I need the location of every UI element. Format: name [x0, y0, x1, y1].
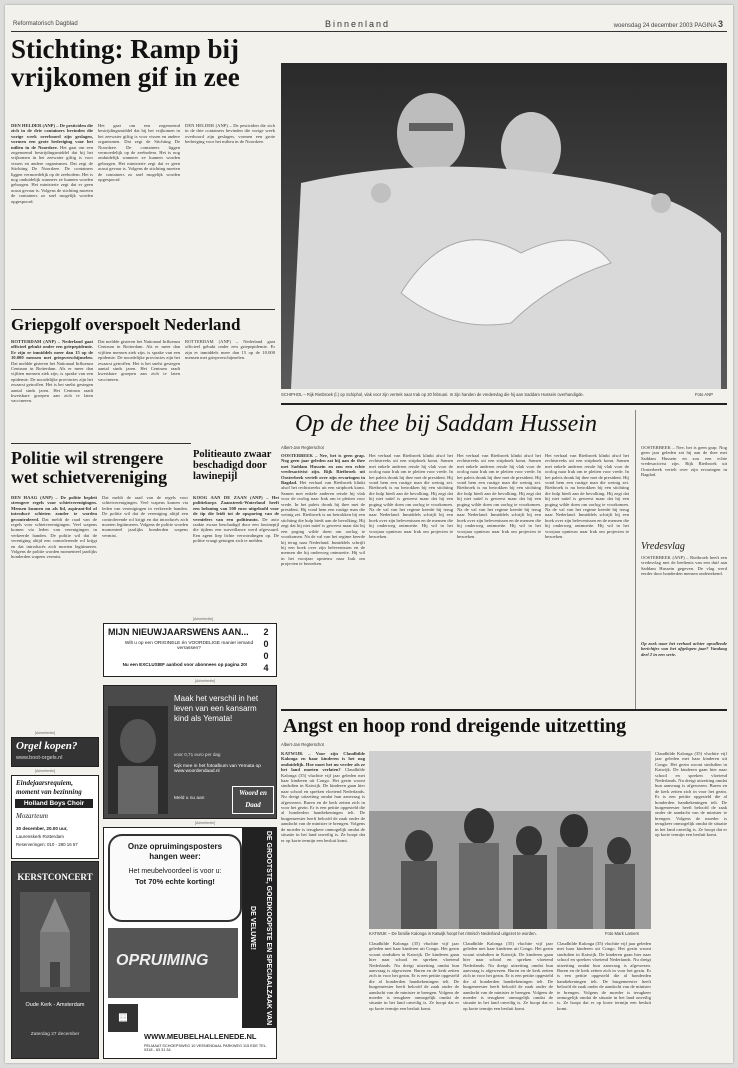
headline-angst: Angst en hoop rond dreigende uitzetting: [283, 715, 627, 737]
ad-choir-where: Laurenskerk Rotterdam: [16, 834, 65, 839]
article-angst-col2: Claudhilde Kalonga (35) vluchtte vijf jaar geleden met haar kinderen uit Congo. Het gezin woont sindsdien in Katwijk. De kinderen gaan hier naar school en spreken vloeiend Nederlands. Nu dreigt uitzetting omdat hun aanvraag is afgewezen. Buren en de kerk zetten zich in voor het gezin. Er is een petitie opgesteld die al honderden handtekeningen telt. De burgemeester heeft beloofd de zaak onder de aandacht van de minister te brengen. Volgens de moeder is terugkeer onmogelijk omdat de situatie in het land onveilig is. Ze hoopt dat er op korte termijn een besluit komt.: [369, 941, 459, 1011]
ad-holland-boys-choir[interactable]: [11, 775, 99, 859]
headline-politie: Politie wil strengere wet schietvereniging: [11, 448, 168, 487]
article-politie-col2: Dat meldt de raad van de regels voor schietverenigingen. Veel wapens komen via leden van verenigingen in verkeerde handen. De politie wil dat de vereniging altijd een controlerende rol krijgt en dat introducés zich moeten legitimeren. Volgens de politie worden momenteel jaarlijks honderden wapens vermist.: [102, 495, 188, 538]
angst-photo-caption: KATWIJK – De familie Kalonga in Katwijk hoopt het ritmisch Nederland uitgezet te worden.: [369, 931, 537, 936]
angst-photo: [369, 751, 651, 929]
ad-kerst-foot: Zaterdag 27 december: [30, 1032, 80, 1037]
ad-opruim-addr: PELMAAT SCHOEPSWEG 10 VEENENDAAL PARKWEG 115 EDE TEL. 0318 - 63 31 34: [144, 1044, 267, 1052]
ad-choir-tickets: Reserveringen: 010 - 280 16 57: [16, 842, 78, 847]
newspaper-page: [5, 5, 733, 1063]
year-digit: 0: [263, 639, 269, 649]
paper-name: Reformatorisch Dagblad: [13, 21, 78, 27]
opruim-side-band: [242, 828, 276, 1028]
child-photo-icon: [108, 706, 168, 814]
ad-woord-en-daad[interactable]: [103, 685, 277, 819]
ad-opruim-title: Onze opruimingsposters hangen weer:: [127, 842, 223, 861]
lead-saddam: OOSTERBEEK – Nee, het is geen grap. Nog geen jaar geleden zat hij aan de thee met Saddam Hussein en zou een echte vredesactivist zijn. Rijk Rietbroek uit Oosterbeek vertelt over zijn ervaringen in Bagdad.: [281, 453, 365, 486]
divider-sidebar: [635, 410, 636, 710]
page-number: 3: [717, 19, 723, 29]
article-stichting-col2: Het gaat om een zogenoemd bestrijdingsmiddel dat bij het vrijkomen in het zeewater giftig is voor vissen en andere organismen. Dat zegt de Stichting De Noordzee. De containers liggen vermoedelijk op de zeebodem. Het is nog onduidelijk wanneer ze kunnen worden geborgen. Het ministerie zegt dat er geen acuut gevaar is. Volgens de stichting moeten de containers zo snel mogelijk worden opgespoord.: [98, 123, 180, 183]
sidebar-footer-vredesvlag: Op zoek naar het verhaal achter opvallende berichtjes van het afgelopen jaar? Vandaag deel 2 in een serie.: [641, 641, 727, 657]
ad-choir-date: 30 december, 20.00 uur,: [16, 826, 68, 831]
saddam-photo-credit: Foto ANP: [695, 392, 713, 397]
photo-graphic: [281, 63, 727, 389]
article-saddam-col3: Het verhaal van Rietbroek klinkt alsof het rechtstreeks uit een stripboek komt. Samen met enkele anderen reisde hij vlak voor de oorlog naar Irak om te pleiten voor vrede. In het paleis dronk hij thee met de president. Hij vond hem een rustige man die weinig zei. Rietbroek is nu betrokken bij een stichting die hulp biedt aan de bevolking. Hij zegt dat hij niet naïef is geweest maar dat hij een poging wilde doen om oorlog te voorkomen. Na de val van het regime keerde hij terug naar Nederland. Inmiddels schrijft hij een boek over zijn belevenissen en de mensen die hij onderweg ontmoette. Hij wil in het voorjaar opnieuw naar Irak om projecten te bezoeken.: [457, 453, 541, 540]
article-angst-col4: Claudhilde Kalonga (35) vluchtte vijf jaar geleden met haar kinderen uit Congo. Het gezin woont sindsdien in Katwijk. De kinderen gaan hier naar school en spreken vloeiend Nederlands. Nu dreigt uitzetting omdat hun aanvraag is afgewezen. Buren en de kerk zetten zich in voor het gezin. Er is een petitie opgesteld die al honderden handtekeningen telt. De burgemeester heeft beloofd de zaak onder de aandacht van de minister te brengen. Volgens de moeder is terugkeer onmogelijk omdat de situatie in het land onveilig is. Ze hoopt dat er op korte termijn een besluit komt.: [557, 941, 651, 1011]
ad-kerstconcert[interactable]: [11, 861, 99, 1059]
body-politie: Dat meldt de raad van de regels voor schietverenigingen. Veel wapens komen via leden van verenigingen in verkeerde handen. De politie wil dat de vereniging altijd een controlerende rol krijgt en dat introducés zich moeten legitimeren. Volgens de politie worden momenteel jaarlijks honderden wapens vermist.: [11, 516, 97, 560]
ad-nieuwjaar-cta: Nu een EXCLUSIEF aanbod voor abonnees op pagina 20!: [122, 662, 248, 667]
lead-politie: DEN HAAG (ANP) – De politie bepleit strengere regels voor schietverenigingen. Mensen kunnen nu als lid, aspirant-lid of introducé schieten zonder te worden gecontroleerd.: [11, 495, 97, 522]
article-saddam-col2: Het verhaal van Rietbroek klinkt alsof het rechtstreeks uit een stripboek komt. Samen met enkele anderen reisde hij vlak voor de oorlog naar Irak om te pleiten voor vrede. In het paleis dronk hij thee met de president. Hij vond hem een rustige man die weinig zei. Rietbroek is nu betrokken bij een stichting die hulp biedt aan de bevolking. Hij zegt dat hij niet naïef is geweest maar dat hij een poging wilde doen om oorlog te voorkomen. Na de val van het regime keerde hij terug naar Nederland. Inmiddels schrijft hij een boek over zijn belevenissen en de mensen die hij onderweg ontmoette. Hij wil in het voorjaar opnieuw naar Irak om projecten te bezoeken.: [369, 453, 453, 540]
byline-angst: Albert-Jan Regterschot: [281, 742, 324, 747]
body-griep: Dat meldde gisteren het Nationaal Influenza Centrum in Rotterdam. Als er meer dan vijftien mensen ziek zijn, is sprake van een epidemie. De noordelijke provincies zijn het zwaarst getroffen. Het is het snelst gestegen aantal sinds jaren. Het Centrum raadt kwetsbare groepen aan zich te laten vaccineren.: [11, 360, 93, 404]
ad-kerst-sub: Oude Kerk - Amsterdam: [25, 1002, 85, 1008]
lead-angst: KATWIJK – Voor zijn Claudhilde Kalonga en haar kinderen is het nog onduidelijk. Hoe moet het nu verder als ze het land moeten verlaten?: [281, 751, 365, 773]
ad-label-5: [Advertentie]: [195, 821, 216, 825]
ad-woord-text: Maak het verschil in het leven van een kansarm kind als Yemata!: [174, 694, 259, 723]
ad-opruiming[interactable]: [103, 827, 277, 1059]
year-digit: 4: [263, 663, 269, 673]
lead-stichting: DEN HELDER (ANP) – De pesticiden die zich in de drie containers bevinden die vorige week overboord zijn geslagen, vormen een grote bedreiging voor het milieu in de Noordzee.: [11, 123, 93, 150]
saddam-photo-caption: SCHIPHOL – Rijk Rietbroek (l.) op Schiphol, vlak voor zijn vertrek naar Irak op 20 februari. In zijn handen de vredesvlag die hij aan Saddam Hussein overhandigde.: [281, 392, 584, 397]
body-stichting: Het gaat om een zogenoemd bestrijdingsmiddel dat bij het vrijkomen in het zeewater giftig is voor vissen en andere organismen. Dat zegt de Stichting De Noordzee. De containers liggen vermoedelijk op de zeebodem. Het is nog onduidelijk wanneer ze kunnen worden geborgen. Het ministerie zegt dat er geen acuut gevaar is. Volgens de stichting moeten de containers zo snel mogelijk worden opgespoord.: [11, 144, 93, 204]
opruim-bubble: [108, 834, 242, 922]
ad-choir-line2: moment van bezinning: [16, 788, 82, 796]
sidebar-body-vredesvlag: OOSTERBEEK (ANP) – Rietbroek heeft een vredesvlag met de beeltenis van een duif aan Saddam Hussein gegeven. De vlag werd eerder door honderden mensen ondertekend.: [641, 555, 727, 577]
ad-woord-sub: voor 0,71 euro per dag: [174, 752, 221, 757]
masthead-rule: [11, 31, 727, 32]
ad-opruim-sub: Het meubelvoordeel is voor u:: [128, 868, 222, 875]
ad-label-3: [Advertentie]: [35, 769, 56, 773]
ad-kerst-title: KERSTCONCERT: [17, 872, 93, 882]
ad-label-1: [Advertentie]: [193, 617, 214, 621]
church-illustration-icon: [20, 892, 90, 992]
angst-photo-credit: Foto Mark Lamers: [605, 931, 639, 936]
headline-stichting: Stichting: Ramp bij vrijkomen gif in zee: [11, 34, 240, 92]
rule-angst: [281, 709, 727, 711]
lead-griep: ROTTERDAM (ANP) – Nederland gaat officieel gebukt onder een griepepidemie. Er zijn er inmiddels meer dan 15 op de 10.000 mensen met griepverschijnselen.: [11, 339, 93, 361]
article-angst-col3: Claudhilde Kalonga (35) vluchtte vijf jaar geleden met haar kinderen uit Congo. Het gezin woont sindsdien in Katwijk. De kinderen gaan hier naar school en spreken vloeiend Nederlands. Nu dreigt uitzetting omdat hun aanvraag is afgewezen. Buren en de kerk zetten zich in voor het gezin. Er is een petitie opgesteld die al honderden handtekeningen telt. De burgemeester heeft beloofd de zaak onder de aandacht van de minister te brengen. Volgens de moeder is terugkeer onmogelijk omdat de situatie in het land onveilig is. Ze hoopt dat er op korte termijn een besluit komt.: [463, 941, 553, 1011]
ad-label-2: [Advertentie]: [35, 731, 56, 735]
year-digit: 0: [263, 651, 269, 661]
ad-woord-bottom: Meld u nu aan: [174, 796, 205, 801]
woord-en-daad-logo: Woord en Daad: [232, 786, 274, 814]
article-griep-col2: Dat meldde gisteren het Nationaal Influenza Centrum in Rotterdam. Als er meer dan vijftien mensen ziek zijn, is sprake van een epidemie. De noordelijke provincies zijn het zwaarst getroffen. Het is het snelst gestegen aantal sinds jaren. Het Centrum raadt kwetsbare groepen aan zich te laten vaccineren.: [98, 339, 180, 382]
saddam-photo: [281, 63, 727, 389]
ad-nieuwjaar-years: [260, 626, 272, 674]
article-angst-col5: Claudhilde Kalonga (35) vluchtte vijf jaar geleden met haar kinderen uit Congo. Het gezin woont sindsdien in Katwijk. De kinderen gaan hier naar school en spreken vloeiend Nederlands. Nu dreigt uitzetting omdat hun aanvraag is afgewezen. Buren en de kerk zetten zich in voor het gezin. Er is een petitie opgesteld die al honderden handtekeningen telt. De burgemeester heeft beloofd de zaak onder de aandacht van de minister te brengen. Volgens de moeder is terugkeer onmogelijk omdat de situatie in het land onveilig is. Ze hoopt dat er op korte termijn een besluit komt.: [655, 751, 727, 838]
ad-woord-cta: Kijk mee in het fotoalbum van Yemata op www.woordendaad.nl: [174, 764, 261, 774]
page-label: PAGINA: [694, 23, 717, 29]
rule-politie: [11, 443, 191, 444]
article-saddam-col1: [281, 453, 365, 653]
article-griep-col3: ROTTERDAM (ANP) – Nederland gaat officieel gebukt onder een griepepidemie. Er zijn er inmiddels meer dan 15 op de 10.000 mensen met griepverschijnselen.: [185, 339, 275, 361]
ad-opruim-pct: Tot 70% echte korting!: [135, 877, 215, 886]
article-griep-col1: [11, 339, 93, 435]
article-stichting-col3: DEN HELDER (ANP) – De pesticiden die zich in de drie containers bevinden die vorige week overboord zijn geslagen, vormen een grote bedreiging voor het milieu in de Noordzee.: [185, 123, 275, 145]
body-politieauto: De auto raakte zwaar beschadigd door een lawinepijl die tijdens een surveillance werd afgevuurd. Een agent liep lichte verwondingen op. De politie vraagt getuigen zich te melden.: [193, 516, 279, 544]
ad-nieuwjaar-title: MIJN NIEUWJAARSWENS AAN...: [108, 627, 249, 637]
headline-politieauto: Politieauto zwaar beschadigd door lawinepijl: [193, 449, 272, 482]
article-politie-col1: [11, 495, 97, 729]
article-saddam-col4: Het verhaal van Rietbroek klinkt alsof het rechtstreeks uit een stripboek komt. Samen met enkele anderen reisde hij vlak voor de oorlog naar Irak om te pleiten voor vrede. In het paleis dronk hij thee met de president. Hij vond hem een rustige man die weinig zei. Rietbroek is nu betrokken bij een stichting die hulp biedt aan de bevolking. Hij zegt dat hij niet naïef is geweest maar dat hij een poging wilde doen om oorlog te voorkomen. Na de val van het regime keerde hij terug naar Nederland. Inmiddels schrijft hij een boek over zijn belevenissen en de mensen die hij onderweg ontmoette. Hij wil in het voorjaar opnieuw naar Irak om projecten te bezoeken.: [545, 453, 629, 540]
headline-saddam: Op de thee bij Saddam Hussein: [295, 411, 597, 437]
sidebar-title-vredesvlag: Vredesvlag: [641, 541, 685, 552]
ad-orgel-title: Orgel kopen?: [16, 740, 78, 752]
ad-opruim-side: DE GROOTSTE, GOEDKOOPSTE EN SPECIAALZAAK VAN DE VELUWE!: [249, 830, 272, 1026]
date-text: woensdag 24 december 2003: [613, 23, 693, 29]
ad-choir-venue: Mozarteum: [16, 812, 48, 820]
article-stichting-col1: [11, 123, 93, 305]
opruim-logo-icon: ▦: [108, 1004, 138, 1032]
ad-choir-line1: Eindejaarsrequiem,: [16, 779, 73, 787]
page-date: [614, 19, 723, 29]
opruim-banner: [108, 928, 238, 998]
ad-nieuwjaarswens[interactable]: [103, 623, 277, 677]
lead-politieauto: KOOG AAN DE ZAAN (ANP) – Het politiekorps Zaanstreek-Waterland heeft een beloning van 500 euro uitgeloofd voor de tip die leidt tot de opsporing van de vernielers van een politieauto.: [193, 495, 279, 522]
year-digit: 2: [263, 627, 269, 637]
ad-label-4: [Advertentie]: [195, 679, 216, 683]
ad-opruim-banner: OPRUIMING: [116, 952, 209, 969]
article-angst-col1: [281, 751, 365, 1059]
section-title: Binnenland: [325, 19, 391, 29]
ad-opruim-web[interactable]: WWW.MEUBELHALLENEDE.NL: [144, 1032, 257, 1041]
body-saddam: Het verhaal van Rietbroek klinkt alsof het rechtstreeks uit een stripboek komt. Samen met enkele anderen reisde hij vlak voor de oorlog naar Irak om te pleiten voor vrede. In het paleis dronk hij thee met de president. Hij vond hem een rustige man die weinig zei. Rietbroek is nu betrokken bij een stichting die hulp biedt aan de bevolking. Hij zegt dat hij niet naïef is geweest maar dat hij een poging wilde doen om oorlog te voorkomen. Na de val van het regime keerde hij terug naar Nederland. Inmiddels schrijft hij een boek over zijn belevenissen en de mensen die hij onderweg ontmoette. Hij wil in het voorjaar opnieuw naar Irak om projecten te bezoeken.: [281, 480, 365, 567]
headline-griepgolf: Griepgolf overspoelt Nederland: [11, 315, 241, 334]
article-politieauto: [193, 495, 279, 615]
rule-griep: [11, 309, 275, 310]
family-photo-graphic: [369, 751, 651, 929]
byline-saddam: Albert-Jan Regterschot: [281, 445, 324, 450]
ad-orgel-url: www.boot-orgels.nl: [16, 755, 63, 761]
article-saddam-col5: OOSTERBEEK – Nee, het is geen grap. Nog geen jaar geleden zat hij aan de thee met Saddam Hussein en zou een echte vredesactivist zijn. Rijk Rietbroek uit Oosterbeek vertelt over zijn ervaringen in Bagdad.: [641, 445, 727, 478]
rule-saddam: [281, 403, 727, 405]
ad-nieuwjaar-sub: Wilt u op een ORIGINELE én VOORDELIGE manier iemand verrassen?: [124, 641, 254, 651]
ad-choir-name: Holland Boys Choir: [15, 799, 93, 808]
body-angst: Claudhilde Kalonga (35) vluchtte vijf jaar geleden met haar kinderen uit Congo. Het gezin woont sindsdien in Katwijk. De kinderen gaan hier naar school en spreken vloeiend Nederlands. Nu dreigt uitzetting omdat hun aanvraag is afgewezen. Buren en de kerk zetten zich in voor het gezin. Er is een petitie opgesteld die al honderden handtekeningen telt. De burgemeester heeft beloofd de zaak onder de aandacht van de minister te brengen. Volgens de moeder is terugkeer onmogelijk omdat de situatie in het land onveilig is. Ze hoopt dat er op korte termijn een besluit komt.: [281, 767, 365, 843]
ad-orgel[interactable]: [11, 737, 99, 767]
